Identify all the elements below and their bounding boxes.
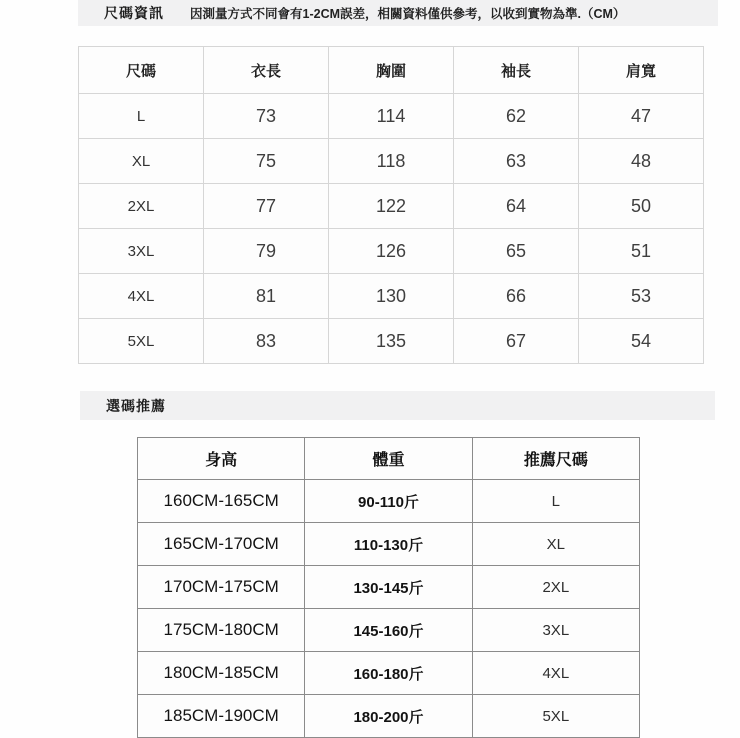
table-row (79, 229, 704, 274)
table-cell: 165CM-170CM (138, 523, 305, 566)
table-cell: 145-160斤 (305, 609, 472, 652)
table-row (79, 139, 704, 184)
table-cell: 63 (454, 139, 579, 184)
table-cell: 3XL (79, 229, 204, 274)
table-cell: 5XL (79, 319, 204, 364)
table-cell: 66 (454, 274, 579, 319)
size-recommendation-table (137, 437, 640, 738)
table-cell: 4XL (79, 274, 204, 319)
table-cell: 77 (204, 184, 329, 229)
table-cell: 90-110斤 (305, 480, 472, 523)
table-cell: 50 (579, 184, 704, 229)
table-cell: L (472, 480, 639, 523)
table-cell: 180CM-185CM (138, 652, 305, 695)
size-measurement-table (78, 46, 704, 364)
column-header: 袖長 (454, 47, 579, 94)
table-row (79, 94, 704, 139)
table-cell: 54 (579, 319, 704, 364)
recommendation-header-band (80, 391, 715, 420)
table-row (79, 184, 704, 229)
table-cell: 62 (454, 94, 579, 139)
table-row (138, 609, 640, 652)
column-header: 衣長 (204, 47, 329, 94)
table-cell: 81 (204, 274, 329, 319)
table-row (138, 695, 640, 738)
table-cell: 53 (579, 274, 704, 319)
table-row (138, 652, 640, 695)
size-info-header-band (78, 0, 718, 26)
table-cell: 126 (329, 229, 454, 274)
column-header: 胸圍 (329, 47, 454, 94)
table-cell: XL (79, 139, 204, 184)
table-cell: 175CM-180CM (138, 609, 305, 652)
table-cell: 4XL (472, 652, 639, 695)
table-cell: 180-200斤 (305, 695, 472, 738)
size-info-title: 尺碼資訊 (104, 5, 164, 21)
table-cell: 160-180斤 (305, 652, 472, 695)
column-header: 尺碼 (79, 47, 204, 94)
table-cell: 65 (454, 229, 579, 274)
table-cell: 185CM-190CM (138, 695, 305, 738)
table-row (138, 566, 640, 609)
header-row (138, 438, 640, 480)
table-cell: 64 (454, 184, 579, 229)
table-cell: 118 (329, 139, 454, 184)
table-cell: 160CM-165CM (138, 480, 305, 523)
table-row (79, 274, 704, 319)
table-cell: 48 (579, 139, 704, 184)
column-header: 肩寬 (579, 47, 704, 94)
recommendation-title: 選碼推薦 (106, 397, 166, 414)
table-cell: 47 (579, 94, 704, 139)
column-header: 推薦尺碼 (472, 438, 639, 480)
table-cell: 75 (204, 139, 329, 184)
column-header: 體重 (305, 438, 472, 480)
table-cell: 2XL (79, 184, 204, 229)
table-row (138, 480, 640, 523)
table-cell: 79 (204, 229, 329, 274)
table-cell: 122 (329, 184, 454, 229)
column-header: 身高 (138, 438, 305, 480)
table-cell: 130-145斤 (305, 566, 472, 609)
table-cell: 5XL (472, 695, 639, 738)
table-cell: 67 (454, 319, 579, 364)
table-row (138, 523, 640, 566)
table-cell: 73 (204, 94, 329, 139)
table-cell: 130 (329, 274, 454, 319)
table-cell: 110-130斤 (305, 523, 472, 566)
table-cell: 83 (204, 319, 329, 364)
table-cell: L (79, 94, 204, 139)
header-row (79, 47, 704, 94)
table-cell: 3XL (472, 609, 639, 652)
table-row (79, 319, 704, 364)
table-cell: 114 (329, 94, 454, 139)
table-cell: 2XL (472, 566, 639, 609)
table-cell: XL (472, 523, 639, 566)
table-cell: 135 (329, 319, 454, 364)
size-info-note: 因測量方式不同會有1-2CM誤差，相關資料僅供參考，以收到實物為準.（CM） (190, 7, 626, 21)
table-cell: 51 (579, 229, 704, 274)
table-cell: 170CM-175CM (138, 566, 305, 609)
